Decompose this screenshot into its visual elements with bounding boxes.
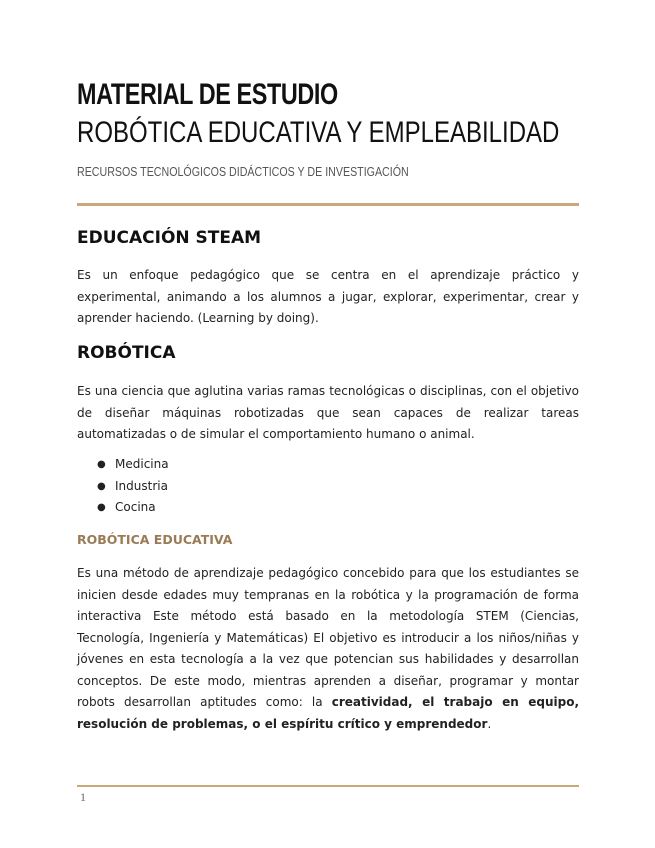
section-body-robotica-educativa: Es una método de aprendizaje pedagógico concebido para que los estudiantes se inicien desde edades muy tempranas en la robótica y la programación de forma interactiva Este método está basado en la metodología STEM (Ciencias, Tecnología, Ingeniería y Matemáticas) El objetivo es introducir a los niños/niñas y jóvenes en esta tecnología a la vez que potencian sus habilidades y desarrollan conceptos. De este modo, mientras aprenden a diseñar, programar y montar robots desarrollan aptitudes como: la creatividad, el trabajo en equipo, resolución de problemas, o el espíritu crítico y emprendedor. xyxy=(77,566,579,731)
list-item: ● Medicina xyxy=(97,454,169,476)
bullet-icon: ● xyxy=(97,459,106,470)
bullet-icon: ● xyxy=(97,480,106,492)
section-heading-steam: EDUCACIÓN STEAM xyxy=(77,228,262,248)
section-heading-robotica: ROBÓTICA xyxy=(77,343,176,363)
emphasis-text: creatividad, el trabajo en equipo, resolución de problemas, o el espíritu crítico y emprendedor xyxy=(77,695,579,731)
section-body-steam: Es un enfoque pedagógico que se centra en el aprendizaje práctico y experimental, animando a los alumnos a jugar, explorar, experimentar, crear y aprender haciendo. (Learning by doing). xyxy=(77,268,579,325)
header-divider xyxy=(77,203,579,206)
footer-divider xyxy=(77,785,579,787)
document-title-secondary: ROBÓTICA EDUCATIVA Y EMPLEABILIDAD xyxy=(77,116,560,149)
document-subtitle: RECURSOS TECNOLÓGICOS DIDÁCTICOS Y DE INVESTIGACIÓN xyxy=(77,164,409,179)
bullet-icon: ● xyxy=(97,502,106,513)
list-item: ● Cocina xyxy=(97,497,169,519)
document-title: MATERIAL DE ESTUDIO xyxy=(77,78,338,111)
subsection-heading-robotica-educativa: ROBÓTICA EDUCATIVA xyxy=(77,532,233,547)
bullet-list xyxy=(97,454,169,519)
page-number: 1 xyxy=(80,790,86,804)
list-item: ● Industria xyxy=(97,476,169,498)
section-body-robotica: Es una ciencia que aglutina varias ramas tecnológicas o disciplinas, con el objetivo de diseñar máquinas robotizadas que sean capaces de realizar tareas automatizadas o de simular el comportamiento humano o animal. xyxy=(77,384,579,441)
